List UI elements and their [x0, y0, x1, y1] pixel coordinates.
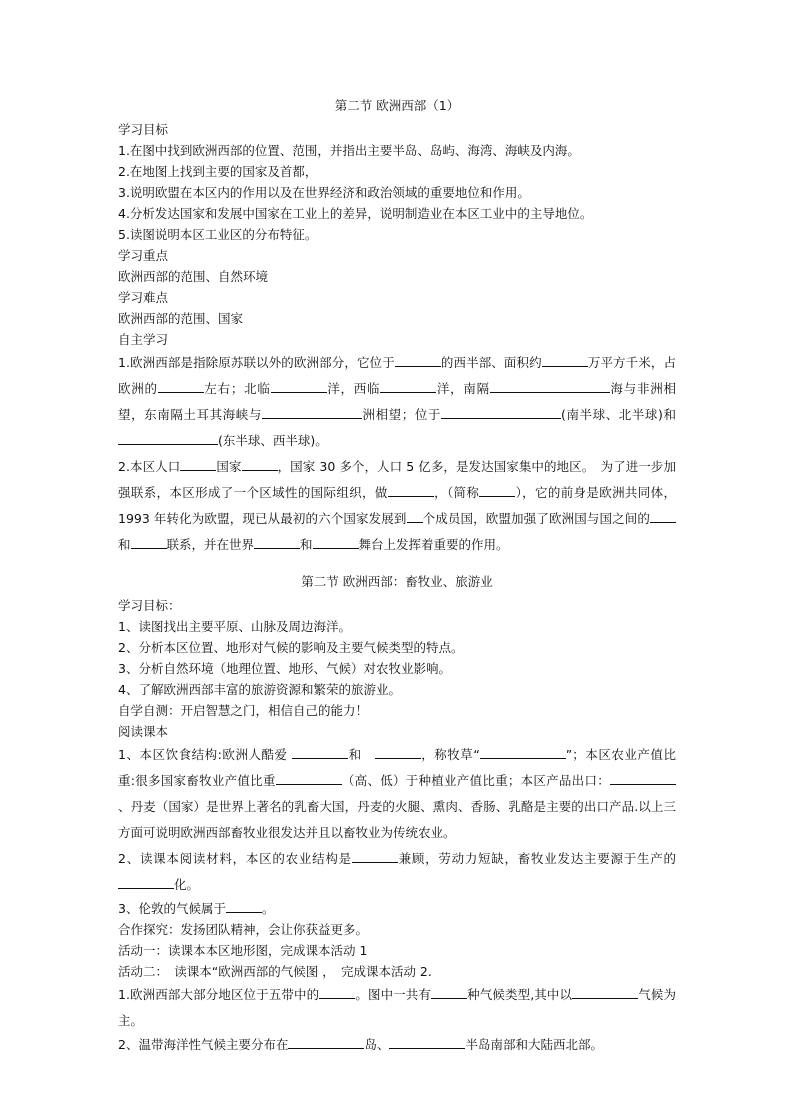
question-1: [118, 350, 676, 454]
goal-item: 2、分析本区位置、地形对气候的影响及主要气候类型的特点。: [118, 640, 464, 655]
fill-blank[interactable]: [490, 379, 610, 393]
fill-blank[interactable]: [158, 379, 204, 393]
a2-text: 岛、: [364, 1037, 390, 1052]
q2-text: 联系，并在世界: [166, 537, 255, 552]
activity-2: 活动二： 读课本“欧洲西部的气候图 ， 完成课本活动 2.: [118, 964, 432, 979]
q2-text: ，（简称: [433, 485, 480, 500]
q1-text: 左右；北临: [203, 381, 271, 396]
fill-blank[interactable]: [407, 509, 423, 523]
fill-blank[interactable]: [262, 405, 362, 419]
fill-blank[interactable]: [542, 353, 588, 367]
fill-blank[interactable]: [352, 849, 398, 863]
cooperation-heading: 合作探究：发扬团队精神，会让你获益更多。: [118, 922, 369, 937]
q1-text: 洋，西临: [326, 381, 381, 396]
q1-text: (东半球、西半球)。: [218, 433, 328, 448]
goal-item: 5.读图说明本区工业区的分布特征。: [118, 227, 318, 242]
section2-title: 第二节 欧洲西部：畜牧业、旅游业: [301, 574, 493, 589]
self-study-heading: 自主学习: [118, 332, 169, 347]
q2-text: 和: [300, 537, 313, 552]
q1-text: 的西半部、面积约: [440, 355, 542, 370]
reading-question-1: [118, 742, 676, 846]
question-2: [118, 454, 676, 558]
goal-item: 4、了解欧洲西部丰富的旅游资源和繁荣的旅游业。: [118, 682, 401, 697]
fill-blank[interactable]: [226, 899, 262, 913]
key-text: 欧洲西部的范围、自然环境: [118, 269, 269, 284]
fill-blank[interactable]: [118, 875, 174, 889]
r1-text: （高、低）于种植业产值比重；本区产品出口：: [341, 773, 610, 788]
fill-blank[interactable]: [441, 405, 561, 419]
fill-blank[interactable]: [375, 745, 421, 759]
fill-blank[interactable]: [313, 535, 359, 549]
a1-text: 。图中一共有: [355, 987, 432, 1002]
r2-text: 2、读课本阅读材料，本区的农业结构是: [118, 851, 352, 866]
fill-blank[interactable]: [242, 457, 278, 471]
r2-text: 化。: [174, 877, 200, 892]
difficulty-heading: 学习难点: [118, 290, 169, 305]
q1-text: 1.欧洲西部是指除原苏联以外的欧洲部分，它位于: [118, 355, 395, 370]
a1-text: 种气候类型,其中以: [467, 987, 573, 1002]
q2-text: ），它的前身是欧洲共同体，1993 年转化为欧盟，现已从最初的六个国家发展到: [118, 485, 676, 526]
r1-text: 1、本区饮食结构:欧洲人酷爱: [118, 747, 288, 762]
q2-text: 舞台上发挥着重要的作用。: [358, 537, 509, 552]
read-heading: 阅读课本: [118, 724, 169, 739]
q2-text: 和: [118, 537, 131, 552]
key-heading: 学习重点: [118, 248, 169, 263]
difficulty-text: 欧洲西部的范围、国家: [118, 311, 244, 326]
a1-text: 1.欧洲西部大部分地区位于五带中的: [118, 987, 320, 1002]
goal-item: 2.在地图上找到主要的国家及首都，: [118, 164, 318, 179]
r3-text: 3、伦敦的气候属于: [118, 901, 226, 916]
q2-text: ，国家 30 多个，人口 5 亿多，是发达国家集中的地区。 为了进一步加强联系，本区形成了一个区域性的国际组织，做: [118, 459, 676, 500]
activity-question-1: [118, 982, 676, 1034]
q1-text: 洲相望；位于: [361, 407, 441, 422]
goals-heading: 学习目标：: [118, 598, 181, 613]
r1-text: 和: [348, 747, 362, 762]
fill-blank[interactable]: [319, 985, 355, 999]
q2-text: 2.本区人口: [118, 459, 181, 474]
a2-text: 半岛南部和大陆西北部。: [465, 1037, 603, 1052]
r1-text: 、丹麦（国家）是世界上著名的乳畜大国，丹麦的火腿、熏肉、香肠、乳酪是主要的出口产品.以上三方面可说明欧洲西部畜牧业很发达并且以畜牧业为传统农业。: [118, 799, 676, 840]
fill-blank[interactable]: [254, 535, 300, 549]
fill-blank[interactable]: [180, 457, 216, 471]
self-test-heading: 自学自测：开启智慧之门，相信自己的能力！: [118, 703, 369, 718]
fill-blank[interactable]: [650, 509, 676, 523]
fill-blank[interactable]: [389, 1035, 465, 1049]
fill-blank[interactable]: [480, 745, 566, 759]
q1-text: 万平方千米，占欧洲的: [118, 355, 676, 396]
reading-question-2: [118, 846, 676, 898]
goal-item: 3.说明欧盟在本区内的作用以及在世界经济和政治领域的重要地位和作用。: [118, 185, 530, 200]
section1-title: 第二节 欧洲西部（1）: [334, 98, 460, 113]
fill-blank[interactable]: [395, 353, 441, 367]
fill-blank[interactable]: [479, 483, 515, 497]
goal-item: 1.在图中找到欧洲西部的位置、范围，并指出主要半岛、岛屿、海湾、海峡及内海。: [118, 143, 580, 158]
r2-text: 兼顾，劳动力短缺，畜牧业发达主要源于生产的: [397, 851, 676, 866]
goal-item: 1、读图找出主要平原、山脉及周边海洋。: [118, 619, 351, 634]
reading-question-3: [118, 898, 676, 919]
fill-blank[interactable]: [271, 379, 327, 393]
fill-blank[interactable]: [276, 771, 342, 785]
fill-blank[interactable]: [118, 431, 218, 445]
worksheet-page: [118, 96, 676, 1055]
q2-text: 国家: [216, 459, 242, 474]
fill-blank[interactable]: [131, 535, 167, 549]
fill-blank[interactable]: [292, 745, 348, 759]
fill-blank[interactable]: [388, 483, 434, 497]
r1-text: ，称牧草“: [420, 747, 480, 762]
q1-text: 海与非洲相望，东南隔土耳其海峡与: [118, 381, 676, 422]
fill-blank[interactable]: [572, 985, 638, 999]
a1-text: 气候为主。: [118, 987, 676, 1028]
q1-text: (南半球、北半球)和: [560, 407, 676, 422]
r1-text: ”；本区农业产值比重:很多国家畜牧业产值比重: [118, 747, 676, 788]
fill-blank[interactable]: [288, 1035, 364, 1049]
activity-question-2: [118, 1034, 676, 1055]
fill-blank[interactable]: [380, 379, 436, 393]
goals-heading: 学习目标: [118, 122, 169, 137]
a2-text: 2、温带海洋性气候主要分布在: [118, 1037, 289, 1052]
r3-text: 。: [261, 901, 275, 916]
activity-1: 活动一：读课本本区地形图，完成课本活动 1: [118, 943, 368, 958]
fill-blank[interactable]: [610, 771, 676, 785]
goal-item: 4.分析发达国家和发展中国家在工业上的差异，说明制造业在本区工业中的主导地位。: [118, 206, 593, 221]
fill-blank[interactable]: [431, 985, 467, 999]
q2-text: 个成员国，欧盟加强了欧洲国与国之间的: [422, 511, 650, 526]
goal-item: 3、分析自然环境（地理位置、地形、气候）对农牧业影响。: [118, 661, 451, 676]
q1-text: 洋，南隔: [436, 381, 490, 396]
